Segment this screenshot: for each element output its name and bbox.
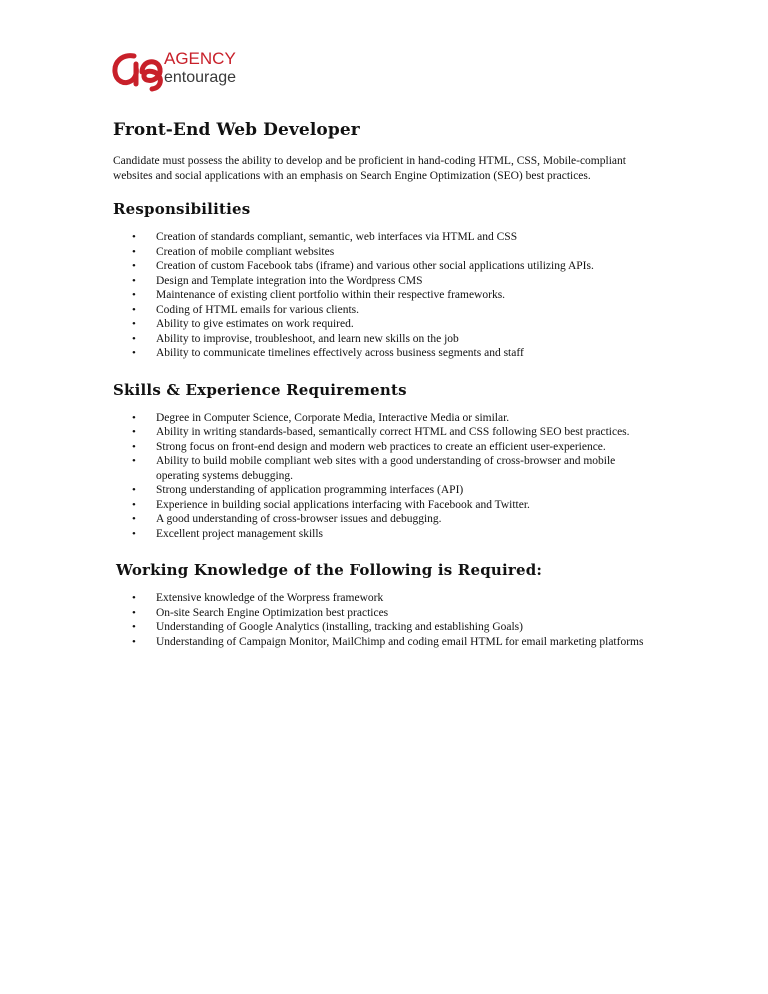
bullet-icon: • [132, 231, 136, 243]
bullet-icon: • [132, 455, 136, 467]
list-item: • Creation of standards compliant, semantic, web interfaces via HTML and CSS [132, 231, 518, 243]
list-item: • Ability to give estimates on work required. [132, 318, 354, 330]
bullet-icon: • [132, 606, 136, 619]
job-description [113, 120, 658, 669]
bullet-icon: • [132, 411, 136, 424]
logo-agency-text: AGENCY [164, 49, 236, 68]
bullet-icon: • [132, 498, 136, 511]
working-knowledge-list [113, 591, 658, 649]
bullet-icon: • [132, 260, 136, 272]
list-item: • On-site Search Engine Optimization best practices [132, 606, 389, 619]
page-title: Front-End Web Developer [113, 120, 360, 140]
list-item: • Ability to improvise, troubleshoot, and learn new skills on the job [132, 332, 459, 345]
bullet-icon: • [132, 527, 136, 540]
list-item: • Creation of mobile compliant websites [132, 245, 335, 258]
bullet-icon: • [132, 440, 136, 453]
list-item: • Understanding of Google Analytics (installing, tracking and establishing Goals) [132, 621, 523, 633]
bullet-icon: • [132, 332, 136, 345]
intro-paragraph: Candidate must possess the ability to develop and be proficient in hand-coding HTML, CSS, Mobile-compliant websites and social applications with an emphasis on Search Engine Optimization (SEO) best practices. [113, 155, 626, 182]
skills-heading: Skills & Experience Requirements [113, 380, 407, 399]
bullet-icon: • [132, 318, 136, 330]
working-knowledge-heading: Working Knowledge of the Following is Required: [116, 561, 543, 579]
list-item: • Strong understanding of application programming interfaces (API) [132, 484, 464, 496]
list-item: • Strong focus on front-end design and modern web practices to create an efficient user-experience. [132, 440, 606, 453]
list-item: • A good understanding of cross-browser issues and debugging. [132, 513, 442, 525]
list-item: • Ability in writing standards-based, semantically correct HTML and CSS following SEO best practices. [132, 426, 630, 438]
list-item: • Maintenance of existing client portfolio within their respective frameworks. [132, 289, 506, 301]
list-item: • Ability to build mobile compliant web sites with a good understanding of cross-browser and mobile operating systems debugging. [132, 455, 616, 482]
list-item: • Coding of HTML emails for various clients. [132, 303, 360, 316]
list-item: • Excellent project management skills [132, 527, 324, 540]
bullet-icon: • [132, 592, 136, 604]
bullet-icon: • [132, 245, 136, 258]
bullet-icon: • [132, 347, 136, 359]
bullet-icon: • [132, 635, 136, 648]
list-item: • Extensive knowledge of the Worpress framework [132, 592, 384, 604]
responsibilities-list [113, 230, 658, 361]
bullet-icon: • [132, 274, 136, 287]
bullet-icon: • [132, 621, 136, 633]
list-item: • Understanding of Campaign Monitor, MailChimp and coding email HTML for email marketing platforms [132, 635, 644, 648]
list-item: • Experience in building social applications interfacing with Facebook and Twitter. [132, 498, 530, 511]
agency-entourage-logo [112, 42, 272, 92]
list-item: • Design and Template integration into the Wordpress CMS [132, 274, 423, 287]
bullet-icon: • [132, 513, 136, 525]
bullet-icon: • [132, 484, 136, 496]
skills-list [113, 411, 658, 542]
logo-mark-icon [112, 42, 272, 92]
bullet-icon: • [132, 303, 136, 316]
bullet-icon: • [132, 426, 136, 438]
list-item: • Ability to communicate timelines effectively across business segments and staff [132, 347, 524, 359]
bullet-icon: • [132, 289, 136, 301]
list-item: • Degree in Computer Science, Corporate Media, Interactive Media or similar. [132, 411, 510, 424]
list-item: • Creation of custom Facebook tabs (iframe) and various other social applications utilizing APIs. [132, 260, 594, 272]
logo-entourage-text: entourage [164, 69, 237, 86]
responsibilities-heading: Responsibilities [113, 200, 251, 218]
